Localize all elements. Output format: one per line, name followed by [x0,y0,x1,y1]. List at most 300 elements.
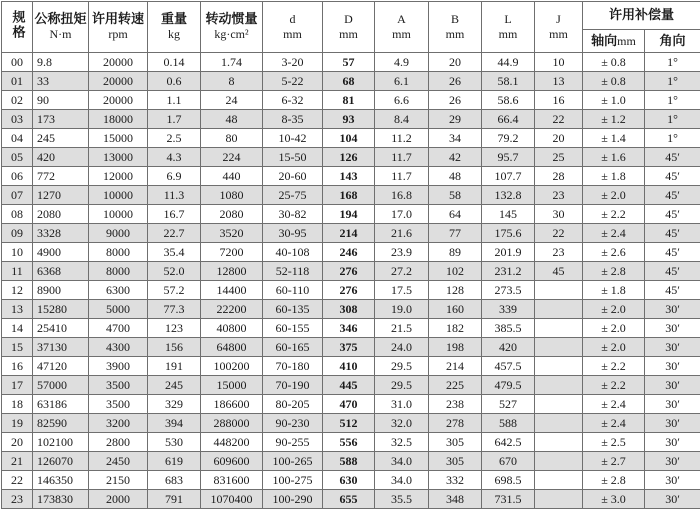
cell-weight: 530 [148,433,201,452]
cell-J [535,319,583,338]
cell-B: 64 [429,205,482,224]
cell-weight: 245 [148,376,201,395]
cell-J [535,376,583,395]
cell-axial: ± 2.4 [583,224,645,243]
cell-D: 276 [323,262,375,281]
cell-D: 308 [323,300,375,319]
cell-speed: 8000 [89,243,148,262]
cell-axial: ± 1.8 [583,167,645,186]
cell-D: 93 [323,110,375,129]
cell-torque: 90 [33,91,89,110]
cell-B: 89 [429,243,482,262]
cell-torque: 1270 [33,186,89,205]
cell-model: 00 [2,53,33,72]
cell-A: 32.5 [375,433,429,452]
cell-B: 160 [429,300,482,319]
cell-J: 28 [535,167,583,186]
cell-angular: 30′ [645,319,700,338]
table-row [2,129,700,148]
cell-L: 175.6 [482,224,535,243]
header-B-label: B [429,12,481,27]
cell-L: 642.5 [482,433,535,452]
cell-J: 25 [535,148,583,167]
cell-speed: 2800 [89,433,148,452]
header-L-unit: mm [482,27,534,42]
cell-L: 698.5 [482,471,535,490]
cell-weight: 123 [148,319,201,338]
header-angular [645,30,700,53]
cell-angular: 45′ [645,224,700,243]
cell-axial: ± 2.2 [583,357,645,376]
cell-axial: ± 0.8 [583,72,645,91]
cell-torque: 173 [33,110,89,129]
cell-inertia: 440 [201,167,263,186]
cell-d: 5-22 [263,72,323,91]
cell-B: 77 [429,224,482,243]
header-weight-label: 重量 [161,12,187,27]
cell-A: 8.4 [375,110,429,129]
cell-axial: ± 1.4 [583,129,645,148]
cell-D: 410 [323,357,375,376]
cell-B: 20 [429,53,482,72]
cell-L: 107.7 [482,167,535,186]
cell-speed: 18000 [89,110,148,129]
header-A-label: A [375,12,428,27]
cell-d: 8-35 [263,110,323,129]
cell-weight: 22.7 [148,224,201,243]
header-model-label: 规格 [10,10,25,40]
cell-A: 19.0 [375,300,429,319]
cell-inertia: 100200 [201,357,263,376]
cell-speed: 9000 [89,224,148,243]
table-row [2,53,700,72]
cell-axial: ± 2.5 [583,433,645,452]
cell-L: 670 [482,452,535,471]
cell-angular: 1° [645,91,700,110]
cell-D: 470 [323,395,375,414]
cell-model: 12 [2,281,33,300]
cell-inertia: 7200 [201,243,263,262]
cell-L: 231.2 [482,262,535,281]
cell-A: 11.7 [375,167,429,186]
cell-inertia: 22200 [201,300,263,319]
cell-speed: 3900 [89,357,148,376]
cell-model: 18 [2,395,33,414]
table-row [2,414,700,433]
table-row [2,376,700,395]
cell-axial: ± 1.0 [583,91,645,110]
cell-model: 19 [2,414,33,433]
cell-L: 339 [482,300,535,319]
cell-B: 34 [429,129,482,148]
cell-model: 09 [2,224,33,243]
cell-d: 100-265 [263,452,323,471]
cell-weight: 11.3 [148,186,201,205]
cell-inertia: 14400 [201,281,263,300]
cell-inertia: 831600 [201,471,263,490]
cell-J [535,414,583,433]
cell-B: 198 [429,338,482,357]
cell-axial: ± 2.0 [583,338,645,357]
cell-A: 6.1 [375,72,429,91]
header-compensation-label: 许用补偿量 [609,8,674,23]
cell-speed: 13000 [89,148,148,167]
cell-B: 225 [429,376,482,395]
cell-J: 30 [535,205,583,224]
table-row [2,281,700,300]
cell-model: 22 [2,471,33,490]
cell-speed: 3500 [89,395,148,414]
cell-inertia: 186600 [201,395,263,414]
cell-L: 273.5 [482,281,535,300]
cell-angular: 30′ [645,452,700,471]
table-row [2,224,700,243]
cell-J [535,338,583,357]
cell-torque: 15280 [33,300,89,319]
cell-weight: 156 [148,338,201,357]
cell-J [535,490,583,509]
cell-A: 11.7 [375,148,429,167]
cell-axial: ± 2.2 [583,205,645,224]
cell-axial: ± 1.8 [583,281,645,300]
cell-L: 201.9 [482,243,535,262]
cell-d: 40-108 [263,243,323,262]
cell-L: 479.5 [482,376,535,395]
cell-d: 80-205 [263,395,323,414]
cell-D: 630 [323,471,375,490]
cell-weight: 191 [148,357,201,376]
header-model [2,2,33,53]
header-d-label: d [263,12,322,27]
table-row [2,243,700,262]
table-row [2,91,700,110]
cell-axial: ± 0.8 [583,53,645,72]
cell-L: 66.4 [482,110,535,129]
cell-torque: 33 [33,72,89,91]
cell-D: 104 [323,129,375,148]
cell-axial: ± 1.6 [583,148,645,167]
cell-axial: ± 3.0 [583,490,645,509]
cell-d: 60-135 [263,300,323,319]
cell-d: 6-32 [263,91,323,110]
cell-B: 238 [429,395,482,414]
header-axial-unit: mm [617,34,636,48]
cell-B: 214 [429,357,482,376]
cell-B: 26 [429,91,482,110]
header-J [535,2,583,53]
cell-weight: 683 [148,471,201,490]
cell-D: 168 [323,186,375,205]
cell-J [535,471,583,490]
cell-inertia: 48 [201,110,263,129]
cell-angular: 45′ [645,281,700,300]
cell-J [535,452,583,471]
cell-speed: 20000 [89,53,148,72]
cell-inertia: 15000 [201,376,263,395]
header-B [429,2,482,53]
cell-inertia: 448200 [201,433,263,452]
cell-weight: 619 [148,452,201,471]
cell-D: 445 [323,376,375,395]
cell-A: 21.5 [375,319,429,338]
cell-torque: 82590 [33,414,89,433]
cell-B: 128 [429,281,482,300]
cell-D: 126 [323,148,375,167]
cell-J: 10 [535,53,583,72]
header-torque-unit: N·m [33,27,88,42]
cell-inertia: 12800 [201,262,263,281]
header-axial-label: 轴向 [591,34,617,49]
cell-inertia: 1.74 [201,53,263,72]
cell-torque: 3328 [33,224,89,243]
cell-weight: 791 [148,490,201,509]
cell-model: 17 [2,376,33,395]
header-J-unit: mm [535,27,582,42]
cell-A: 4.9 [375,53,429,72]
cell-A: 31.0 [375,395,429,414]
cell-model: 20 [2,433,33,452]
header-compensation [583,2,700,30]
cell-B: 102 [429,262,482,281]
header-axial [583,30,645,53]
cell-model: 04 [2,129,33,148]
cell-angular: 45′ [645,205,700,224]
cell-L: 44.9 [482,53,535,72]
header-D-label: D [323,12,374,27]
cell-D: 68 [323,72,375,91]
cell-angular: 30′ [645,414,700,433]
cell-d: 20-60 [263,167,323,186]
cell-L: 79.2 [482,129,535,148]
cell-D: 276 [323,281,375,300]
cell-angular: 30′ [645,490,700,509]
cell-A: 32.0 [375,414,429,433]
cell-model: 13 [2,300,33,319]
cell-J [535,433,583,452]
cell-d: 100-275 [263,471,323,490]
cell-L: 132.8 [482,186,535,205]
cell-A: 23.9 [375,243,429,262]
cell-inertia: 3520 [201,224,263,243]
cell-axial: ± 2.0 [583,300,645,319]
cell-axial: ± 2.0 [583,186,645,205]
cell-L: 588 [482,414,535,433]
cell-D: 346 [323,319,375,338]
cell-A: 29.5 [375,357,429,376]
cell-B: 332 [429,471,482,490]
table-row [2,110,700,129]
header-L-label: L [482,12,534,27]
cell-inertia: 8 [201,72,263,91]
table-row [2,72,700,91]
cell-L: 58.6 [482,91,535,110]
cell-angular: 1° [645,53,700,72]
cell-weight: 2.5 [148,129,201,148]
cell-speed: 3200 [89,414,148,433]
cell-torque: 9.8 [33,53,89,72]
header-J-label: J [535,12,582,27]
cell-d: 3-20 [263,53,323,72]
cell-torque: 173830 [33,490,89,509]
cell-d: 90-255 [263,433,323,452]
cell-L: 58.1 [482,72,535,91]
cell-angular: 45′ [645,243,700,262]
cell-torque: 47120 [33,357,89,376]
cell-J [535,281,583,300]
cell-d: 60-110 [263,281,323,300]
cell-J [535,300,583,319]
cell-speed: 20000 [89,91,148,110]
header-speed-unit: rpm [89,27,147,42]
header-A-unit: mm [375,27,428,42]
cell-weight: 35.4 [148,243,201,262]
cell-speed: 10000 [89,186,148,205]
cell-angular: 30′ [645,357,700,376]
table-row [2,300,700,319]
cell-L: 145 [482,205,535,224]
cell-model: 03 [2,110,33,129]
cell-torque: 4900 [33,243,89,262]
cell-model: 02 [2,91,33,110]
cell-angular: 1° [645,72,700,91]
cell-B: 26 [429,72,482,91]
header-weight [148,2,201,53]
cell-model: 01 [2,72,33,91]
cell-J: 20 [535,129,583,148]
header-D-unit: mm [323,27,374,42]
cell-L: 731.5 [482,490,535,509]
cell-weight: 0.14 [148,53,201,72]
cell-J [535,395,583,414]
cell-speed: 5000 [89,300,148,319]
cell-A: 35.5 [375,490,429,509]
cell-B: 48 [429,167,482,186]
cell-weight: 0.6 [148,72,201,91]
cell-d: 30-82 [263,205,323,224]
cell-B: 42 [429,148,482,167]
cell-A: 11.2 [375,129,429,148]
table-header [2,2,700,53]
cell-weight: 57.2 [148,281,201,300]
cell-torque: 25410 [33,319,89,338]
cell-J: 45 [535,262,583,281]
cell-axial: ± 2.8 [583,471,645,490]
cell-d: 60-165 [263,338,323,357]
cell-torque: 6368 [33,262,89,281]
cell-D: 57 [323,53,375,72]
cell-B: 182 [429,319,482,338]
cell-model: 14 [2,319,33,338]
cell-angular: 1° [645,129,700,148]
header-speed-label: 许用转速 [92,12,144,27]
table-row [2,186,700,205]
cell-L: 420 [482,338,535,357]
cell-B: 278 [429,414,482,433]
cell-D: 588 [323,452,375,471]
cell-axial: ± 2.7 [583,452,645,471]
header-B-unit: mm [429,27,481,42]
cell-model: 08 [2,205,33,224]
cell-D: 143 [323,167,375,186]
cell-model: 05 [2,148,33,167]
cell-angular: 30′ [645,395,700,414]
table-row [2,319,700,338]
cell-D: 655 [323,490,375,509]
cell-speed: 8000 [89,262,148,281]
cell-inertia: 2080 [201,205,263,224]
cell-axial: ± 1.2 [583,110,645,129]
cell-inertia: 64800 [201,338,263,357]
header-inertia-label: 转动惯量 [205,12,257,27]
cell-d: 70-180 [263,357,323,376]
cell-inertia: 609600 [201,452,263,471]
header-speed [89,2,148,53]
cell-inertia: 24 [201,91,263,110]
cell-angular: 45′ [645,186,700,205]
header-inertia [201,2,263,53]
cell-L: 527 [482,395,535,414]
cell-A: 34.0 [375,452,429,471]
cell-angular: 30′ [645,338,700,357]
table-row [2,262,700,281]
cell-speed: 2450 [89,452,148,471]
cell-A: 27.2 [375,262,429,281]
cell-inertia: 40800 [201,319,263,338]
table-row [2,471,700,490]
cell-axial: ± 2.4 [583,414,645,433]
table-row [2,452,700,471]
table-body [2,53,700,509]
cell-J [535,357,583,376]
cell-A: 16.8 [375,186,429,205]
cell-speed: 12000 [89,167,148,186]
cell-A: 21.6 [375,224,429,243]
cell-d: 30-95 [263,224,323,243]
cell-speed: 4700 [89,319,148,338]
header-D [323,2,375,53]
header-inertia-unit: kg·cm² [201,27,262,42]
cell-D: 375 [323,338,375,357]
cell-B: 29 [429,110,482,129]
table-row [2,490,700,509]
table-row [2,395,700,414]
cell-model: 16 [2,357,33,376]
cell-L: 385.5 [482,319,535,338]
cell-weight: 6.9 [148,167,201,186]
cell-inertia: 1070400 [201,490,263,509]
cell-A: 24.0 [375,338,429,357]
cell-model: 23 [2,490,33,509]
cell-A: 29.5 [375,376,429,395]
cell-d: 25-75 [263,186,323,205]
header-d-unit: mm [263,27,322,42]
cell-speed: 4300 [89,338,148,357]
cell-speed: 2150 [89,471,148,490]
cell-torque: 146350 [33,471,89,490]
cell-inertia: 224 [201,148,263,167]
cell-J: 16 [535,91,583,110]
cell-inertia: 80 [201,129,263,148]
cell-d: 52-118 [263,262,323,281]
cell-weight: 329 [148,395,201,414]
cell-speed: 10000 [89,205,148,224]
table-row [2,357,700,376]
cell-speed: 2000 [89,490,148,509]
cell-B: 348 [429,490,482,509]
cell-d: 10-42 [263,129,323,148]
cell-speed: 20000 [89,72,148,91]
cell-J: 13 [535,72,583,91]
